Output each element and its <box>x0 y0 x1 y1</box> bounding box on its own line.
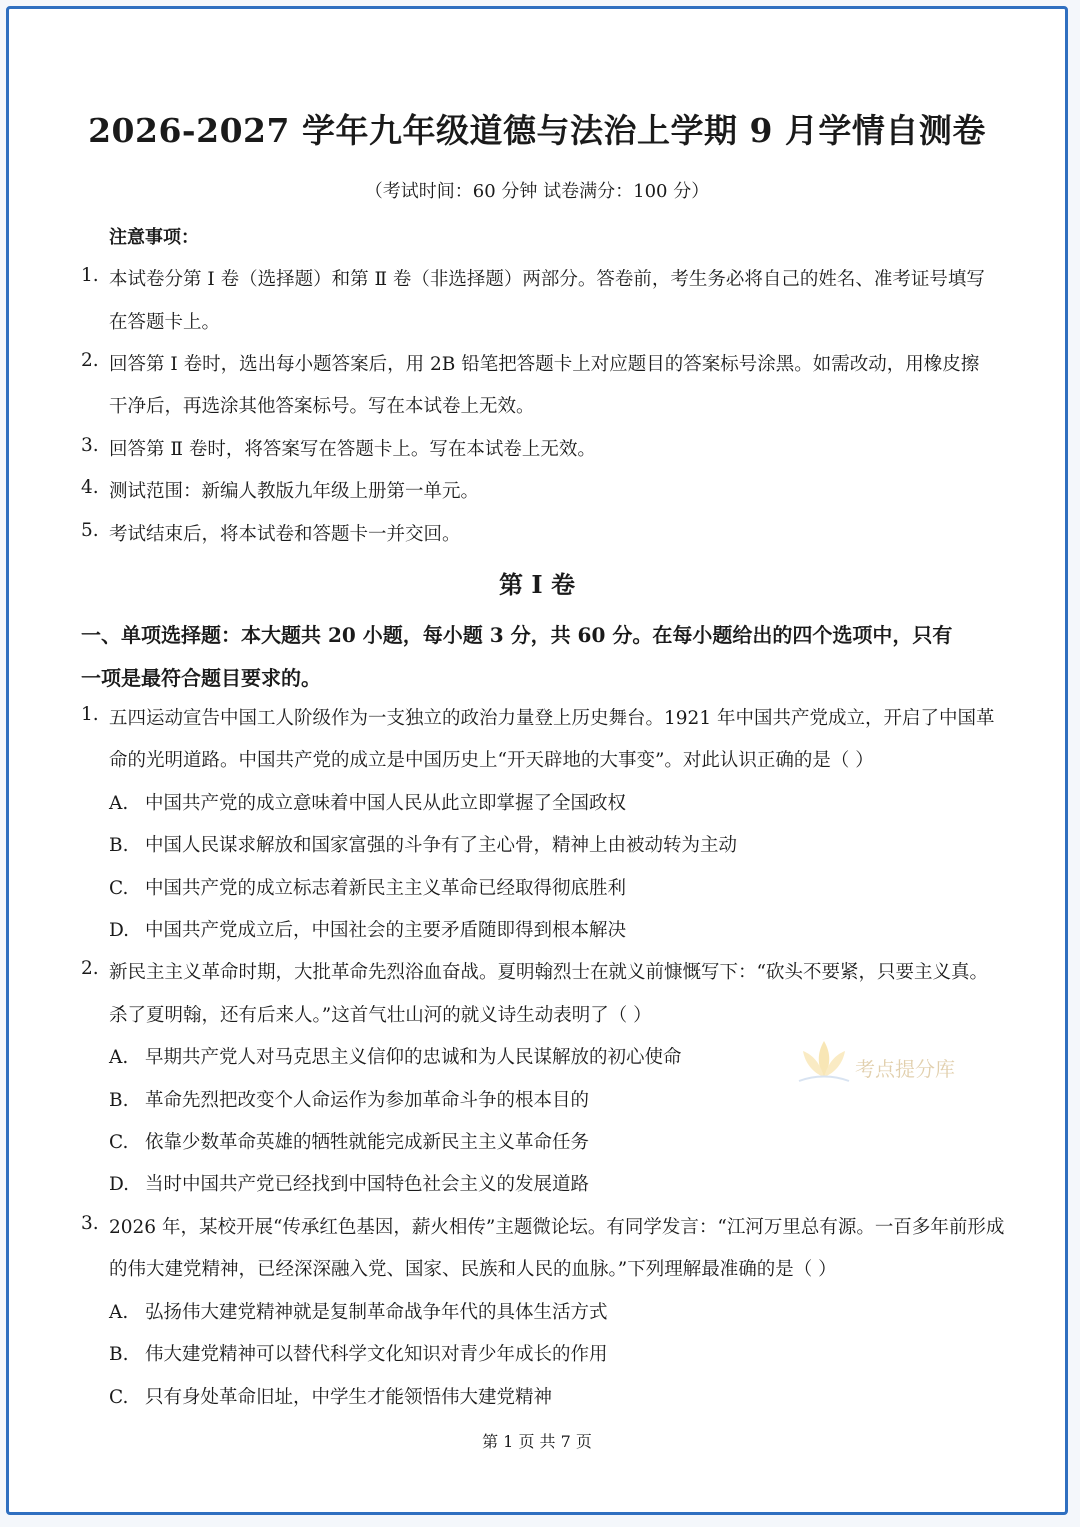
option-b: B. 伟大建党精神可以替代科学文化知识对青少年成长的作用 <box>109 1344 608 1365</box>
page-footer: 第 1 页 共 7 页 <box>482 1432 592 1451</box>
question-number: 3. <box>81 1213 99 1234</box>
note-number: 5. <box>81 520 99 541</box>
section-title: 第 Ⅰ 卷 <box>499 570 575 599</box>
question-stem: 杀了夏明翰，还有后来人。”这首气壮山河的就义诗生动表明了（ ） <box>109 1005 652 1026</box>
option-a: A. 早期共产党人对马克思主义信仰的忠诚和为人民谋解放的初心使命 <box>109 1047 682 1068</box>
option-d: D. 当时中国共产党已经找到中国特色社会主义的发展道路 <box>109 1174 590 1195</box>
question-stem: 的伟大建党精神，已经深深融入党、国家、民族和人民的血脉。”下列理解最准确的是（ ） <box>109 1259 837 1280</box>
note-line: 在答题卡上。 <box>109 312 221 333</box>
watermark-text: 考点提分库 <box>855 1057 955 1081</box>
note-number: 3. <box>81 435 99 456</box>
option-c: C. 中国共产党的成立标志着新民主主义革命已经取得彻底胜利 <box>109 878 627 899</box>
question-stem: 新民主主义革命时期，大批革命先烈浴血奋战。夏明翰烈士在就义前慷慨写下：“砍头不要紧，只要主义真。 <box>109 962 988 983</box>
exam-info: （考试时间：60 分钟 试卷满分：100 分） <box>364 181 710 202</box>
option-a: A. 弘扬伟大建党精神就是复制革命战争年代的具体生活方式 <box>109 1302 608 1323</box>
option-c: C. 依靠少数革命英雄的牺牲就能完成新民主主义革命任务 <box>109 1132 590 1153</box>
notes-heading: 注意事项： <box>109 227 199 248</box>
note-number: 1. <box>81 265 99 286</box>
option-c: C. 只有身处革命旧址，中学生才能领悟伟大建党精神 <box>109 1387 553 1408</box>
option-a: A. 中国共产党的成立意味着中国人民从此立即掌握了全国政权 <box>109 793 627 814</box>
note-number: 2. <box>81 350 99 371</box>
page-title: 2026-2027 学年九年级道德与法治上学期 9 月学情自测卷 <box>88 111 986 150</box>
part-heading-line: 一项是最符合题目要求的。 <box>81 666 321 690</box>
option-b: B. 中国人民谋求解放和国家富强的斗争有了主心骨，精神上由被动转为主动 <box>109 835 738 856</box>
question-stem: 命的光明道路。中国共产党的成立是中国历史上“开天辟地的大事变”。对此认识正确的是（ ） <box>109 750 874 771</box>
question-number: 1. <box>81 704 99 725</box>
note-number: 4. <box>81 477 99 498</box>
note-line: 回答第 Ⅰ 卷时，选出每小题答案后，用 2B 铅笔把答题卡上对应题目的答案标号涂黑。如需改动，用橡皮擦 <box>109 354 980 375</box>
question-number: 2. <box>81 958 99 979</box>
part-heading-line: 一、单项选择题：本大题共 20 小题，每小题 3 分，共 60 分。在每小题给出的四个选项中，只有 <box>81 623 953 647</box>
note-line: 干净后，再选涂其他答案标号。写在本试卷上无效。 <box>109 396 535 417</box>
note-line: 回答第 Ⅱ 卷时，将答案写在答题卡上。写在本试卷上无效。 <box>109 439 596 460</box>
exam-page <box>6 6 1068 1515</box>
note-line: 本试卷分第 Ⅰ 卷（选择题）和第 Ⅱ 卷（非选择题）两部分。答卷前，考生务必将自己的姓名、准考证号填写 <box>109 269 985 290</box>
option-b: B. 革命先烈把改变个人命运作为参加革命斗争的根本目的 <box>109 1090 590 1111</box>
note-line: 测试范围：新编人教版九年级上册第一单元。 <box>109 481 480 502</box>
option-d: D. 中国共产党成立后，中国社会的主要矛盾随即得到根本解决 <box>109 920 627 941</box>
note-line: 考试结束后，将本试卷和答题卡一并交回。 <box>109 524 461 545</box>
question-stem: 五四运动宣告中国工人阶级作为一支独立的政治力量登上历史舞台。1921 年中国共产党成立，开启了中国革 <box>109 708 995 729</box>
question-stem: 2026 年，某校开展“传承红色基因，薪火相传”主题微论坛。有同学发言：“江河万里总有源。一百多年前形成 <box>109 1217 1005 1238</box>
lotus-icon <box>789 1031 859 1101</box>
watermark <box>789 1031 999 1101</box>
